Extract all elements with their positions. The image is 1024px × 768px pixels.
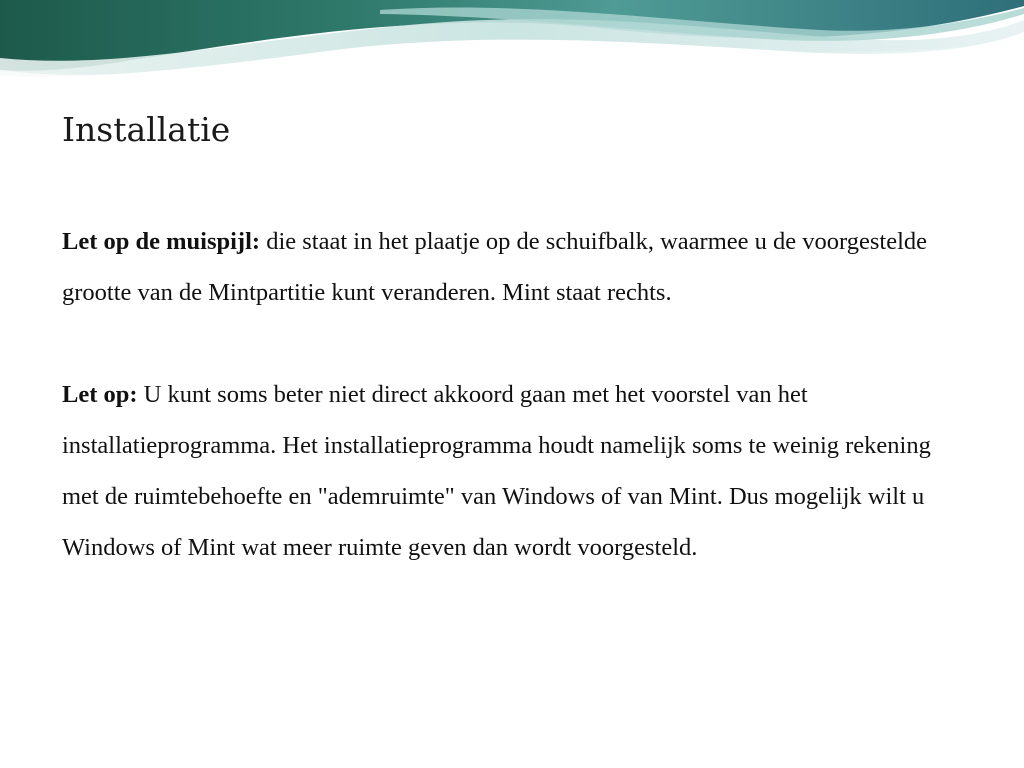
paragraph-muispijl [62, 216, 972, 318]
paragraph-text: U kunt soms beter niet direct akkoord gaan met het voorstel van het installatieprogramma. Het installatieprogramma houdt namelijk soms te weinig rekening met de ruimtebehoefte en "ademruimte" van Windows of van Mint. Dus mogelijk wilt u Windows of Mint wat meer ruimte geven dan wordt voorgesteld. [62, 381, 931, 561]
header-wave-banner [0, 0, 1024, 90]
paragraph-let-op [62, 369, 972, 573]
paragraph-lead: Let op: [62, 381, 138, 408]
slide-title: Installatie [62, 110, 231, 149]
slide-body [62, 216, 972, 573]
paragraph-text: die staat in het plaatje op de schuifbalk, waarmee u de voorgestelde grootte van de Mintpartitie kunt veranderen. Mint staat rechts. [62, 228, 927, 306]
paragraph-lead: Let op de muispijl: [62, 228, 261, 255]
